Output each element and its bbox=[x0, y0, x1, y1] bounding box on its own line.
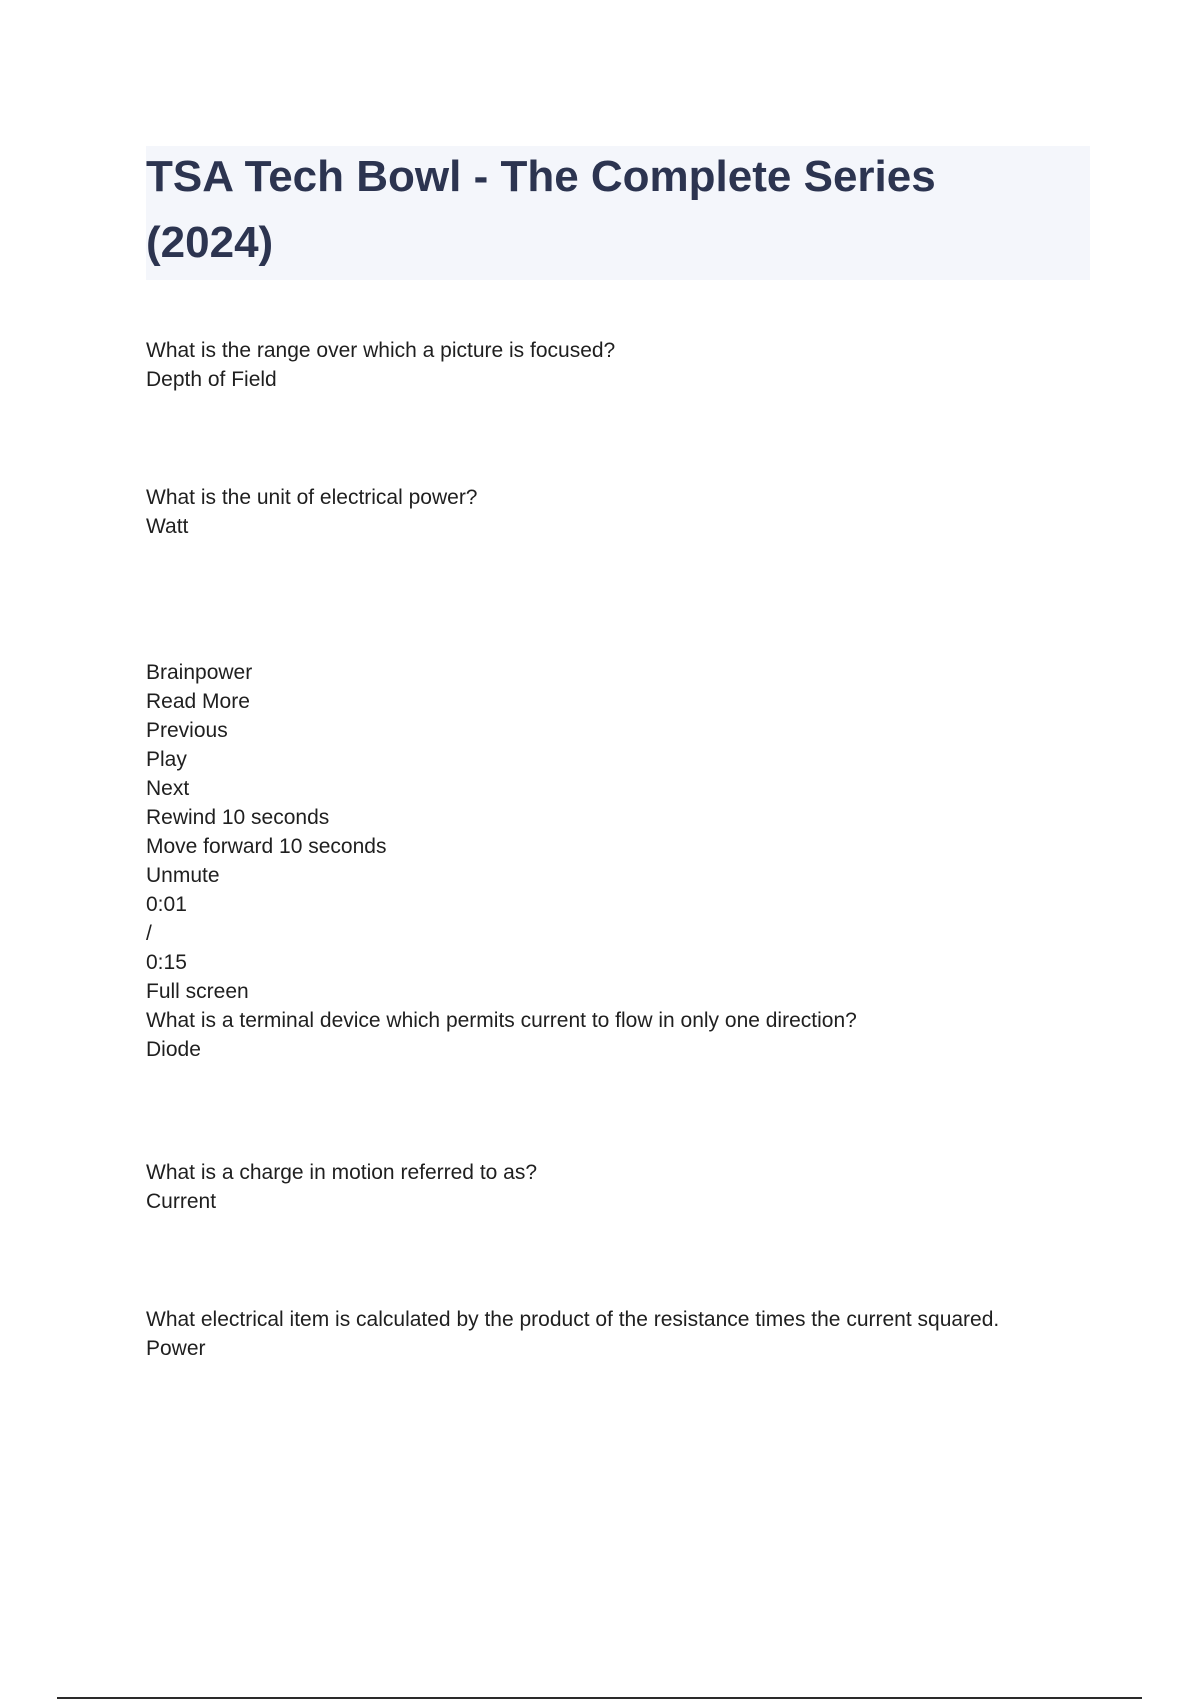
answer-text: Diode bbox=[146, 1038, 201, 1061]
question-text: What is the unit of electrical power? bbox=[146, 486, 478, 509]
unmute-button[interactable]: Unmute bbox=[146, 864, 220, 887]
next-button[interactable]: Next bbox=[146, 777, 190, 800]
qa-item bbox=[146, 336, 615, 394]
read-more-link[interactable]: Read More bbox=[146, 690, 250, 713]
qa-item bbox=[146, 483, 478, 541]
previous-button[interactable]: Previous bbox=[146, 719, 228, 742]
answer-text: Power bbox=[146, 1337, 206, 1360]
page-title: TSA Tech Bowl - The Complete Series (2024) bbox=[146, 152, 936, 267]
question-text: What is a terminal device which permits current to flow in only one direction? bbox=[146, 1009, 857, 1032]
fullscreen-button[interactable]: Full screen bbox=[146, 980, 249, 1003]
player-brand: Brainpower bbox=[146, 661, 253, 684]
question-text: What is the range over which a picture is focused? bbox=[146, 339, 616, 362]
question-text: What electrical item is calculated by the product of the resistance times the current squared. bbox=[146, 1308, 1000, 1331]
duration: 0:15 bbox=[146, 951, 187, 974]
time-separator: / bbox=[146, 922, 152, 945]
play-button[interactable]: Play bbox=[146, 748, 187, 771]
footer-divider bbox=[57, 1697, 1142, 1699]
answer-text: Depth of Field bbox=[146, 368, 277, 391]
forward-button[interactable]: Move forward 10 seconds bbox=[146, 835, 387, 858]
video-player-text bbox=[146, 658, 857, 1064]
rewind-button[interactable]: Rewind 10 seconds bbox=[146, 806, 330, 829]
answer-text: Watt bbox=[146, 515, 189, 538]
qa-item bbox=[146, 1305, 999, 1363]
qa-item bbox=[146, 1158, 537, 1216]
current-time: 0:01 bbox=[146, 893, 187, 916]
answer-text: Current bbox=[146, 1190, 217, 1213]
question-text: What is a charge in motion referred to as? bbox=[146, 1161, 538, 1184]
